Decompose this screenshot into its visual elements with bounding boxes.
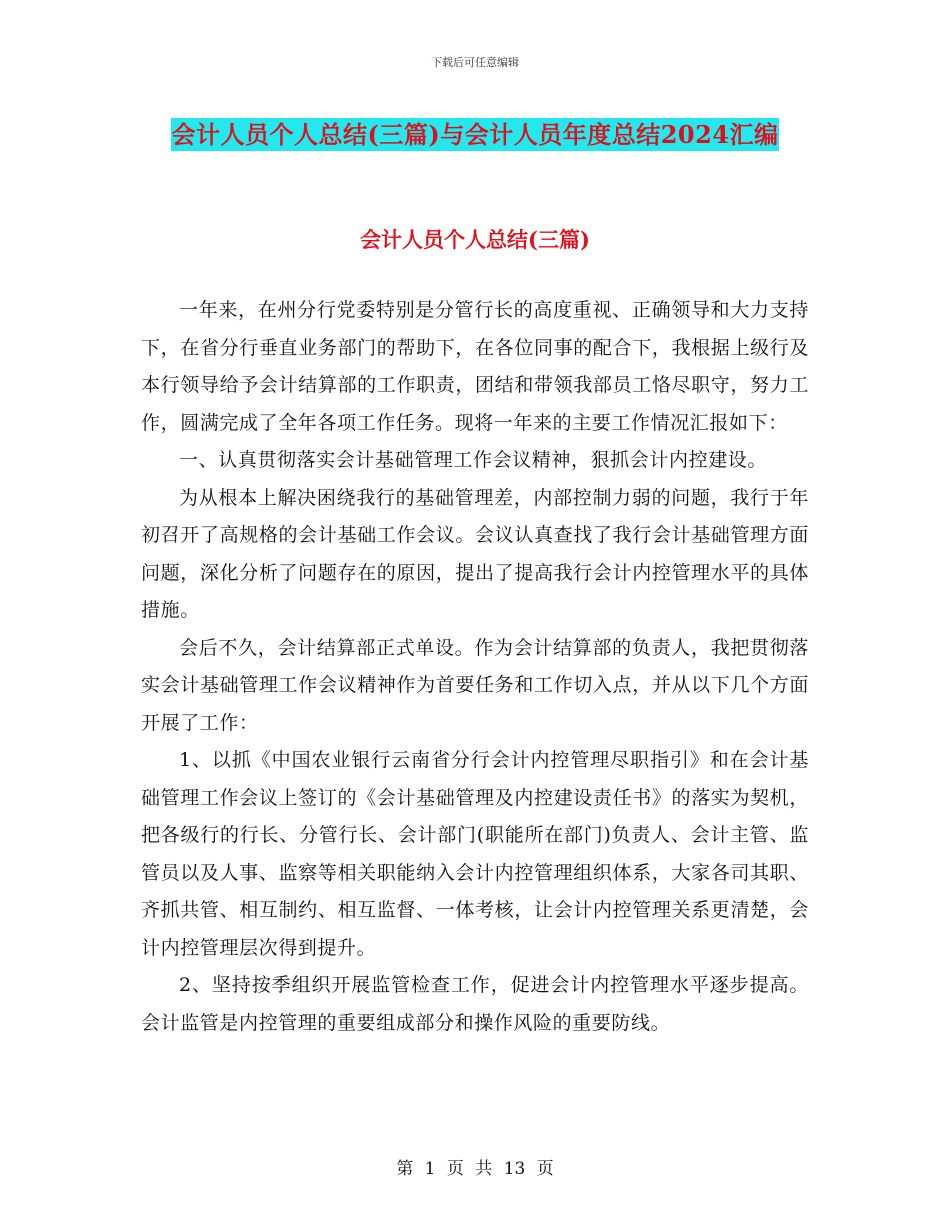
paragraph: 一、认真贯彻落实会计基础管理工作会议精神，狠抓会计内控建设。 — [179, 449, 768, 471]
paragraph: 1、以抓《中国农业银行云南省分行会计内控管理尽职指引》和在会计基础管理工作会议上签订的《会计基础管理及内控建设责任书》的落实为契机，把各级行的行长、分管行长、会计部门(职能所在部门)负责人、会计主管、监管员以及人事、监察等相关职能纳入会计内控管理组织体系，大家各司其职、齐抓共管、相互制约、相互监督、一体考核，让会计内控管理关系更清楚，会计内控管理层次得到提升。 — [141, 749, 809, 959]
document-title: 会计人员个人总结(三篇)与会计人员年度总结2024汇编 — [171, 120, 779, 149]
paragraph: 一年来，在州分行党委特别是分管行长的高度重视、正确领导和大力支持下，在省分行垂直业务部门的帮助下，在各位同事的配合下，我根据上级行及本行领导给予会计结算部的工作职责，团结和带领我部员工恪尽职守，努力工作，圆满完成了全年各项工作任务。现将一年来的主要工作情况汇报如下： — [141, 299, 809, 434]
section-heading: 会计人员个人总结(三篇) — [360, 227, 590, 252]
header-note: 下载后可任意编辑 — [431, 56, 519, 69]
paragraph: 会后不久，会计结算部正式单设。作为会计结算部的负责人，我把贯彻落实会计基础管理工作会议精神作为首要任务和工作切入点，并从以下几个方面开展了工作： — [141, 636, 809, 734]
document-title-block — [120, 114, 830, 159]
body-text — [141, 292, 809, 1042]
paragraph: 为从根本上解决困绕我行的基础管理差，内部控制力弱的问题，我行于年初召开了高规格的会计基础工作会议。会议认真查找了我行会计基础管理方面问题，深化分析了问题存在的原因，提出了提高我行会计内控管理水平的具体措施。 — [141, 486, 809, 621]
page-footer: 第 1 页 共 13 页 — [396, 1159, 554, 1179]
paragraph: 2、坚持按季组织开展监管检查工作，促进会计内控管理水平逐步提高。会计监管是内控管理的重要组成部分和操作风险的重要防线。 — [141, 974, 809, 1034]
